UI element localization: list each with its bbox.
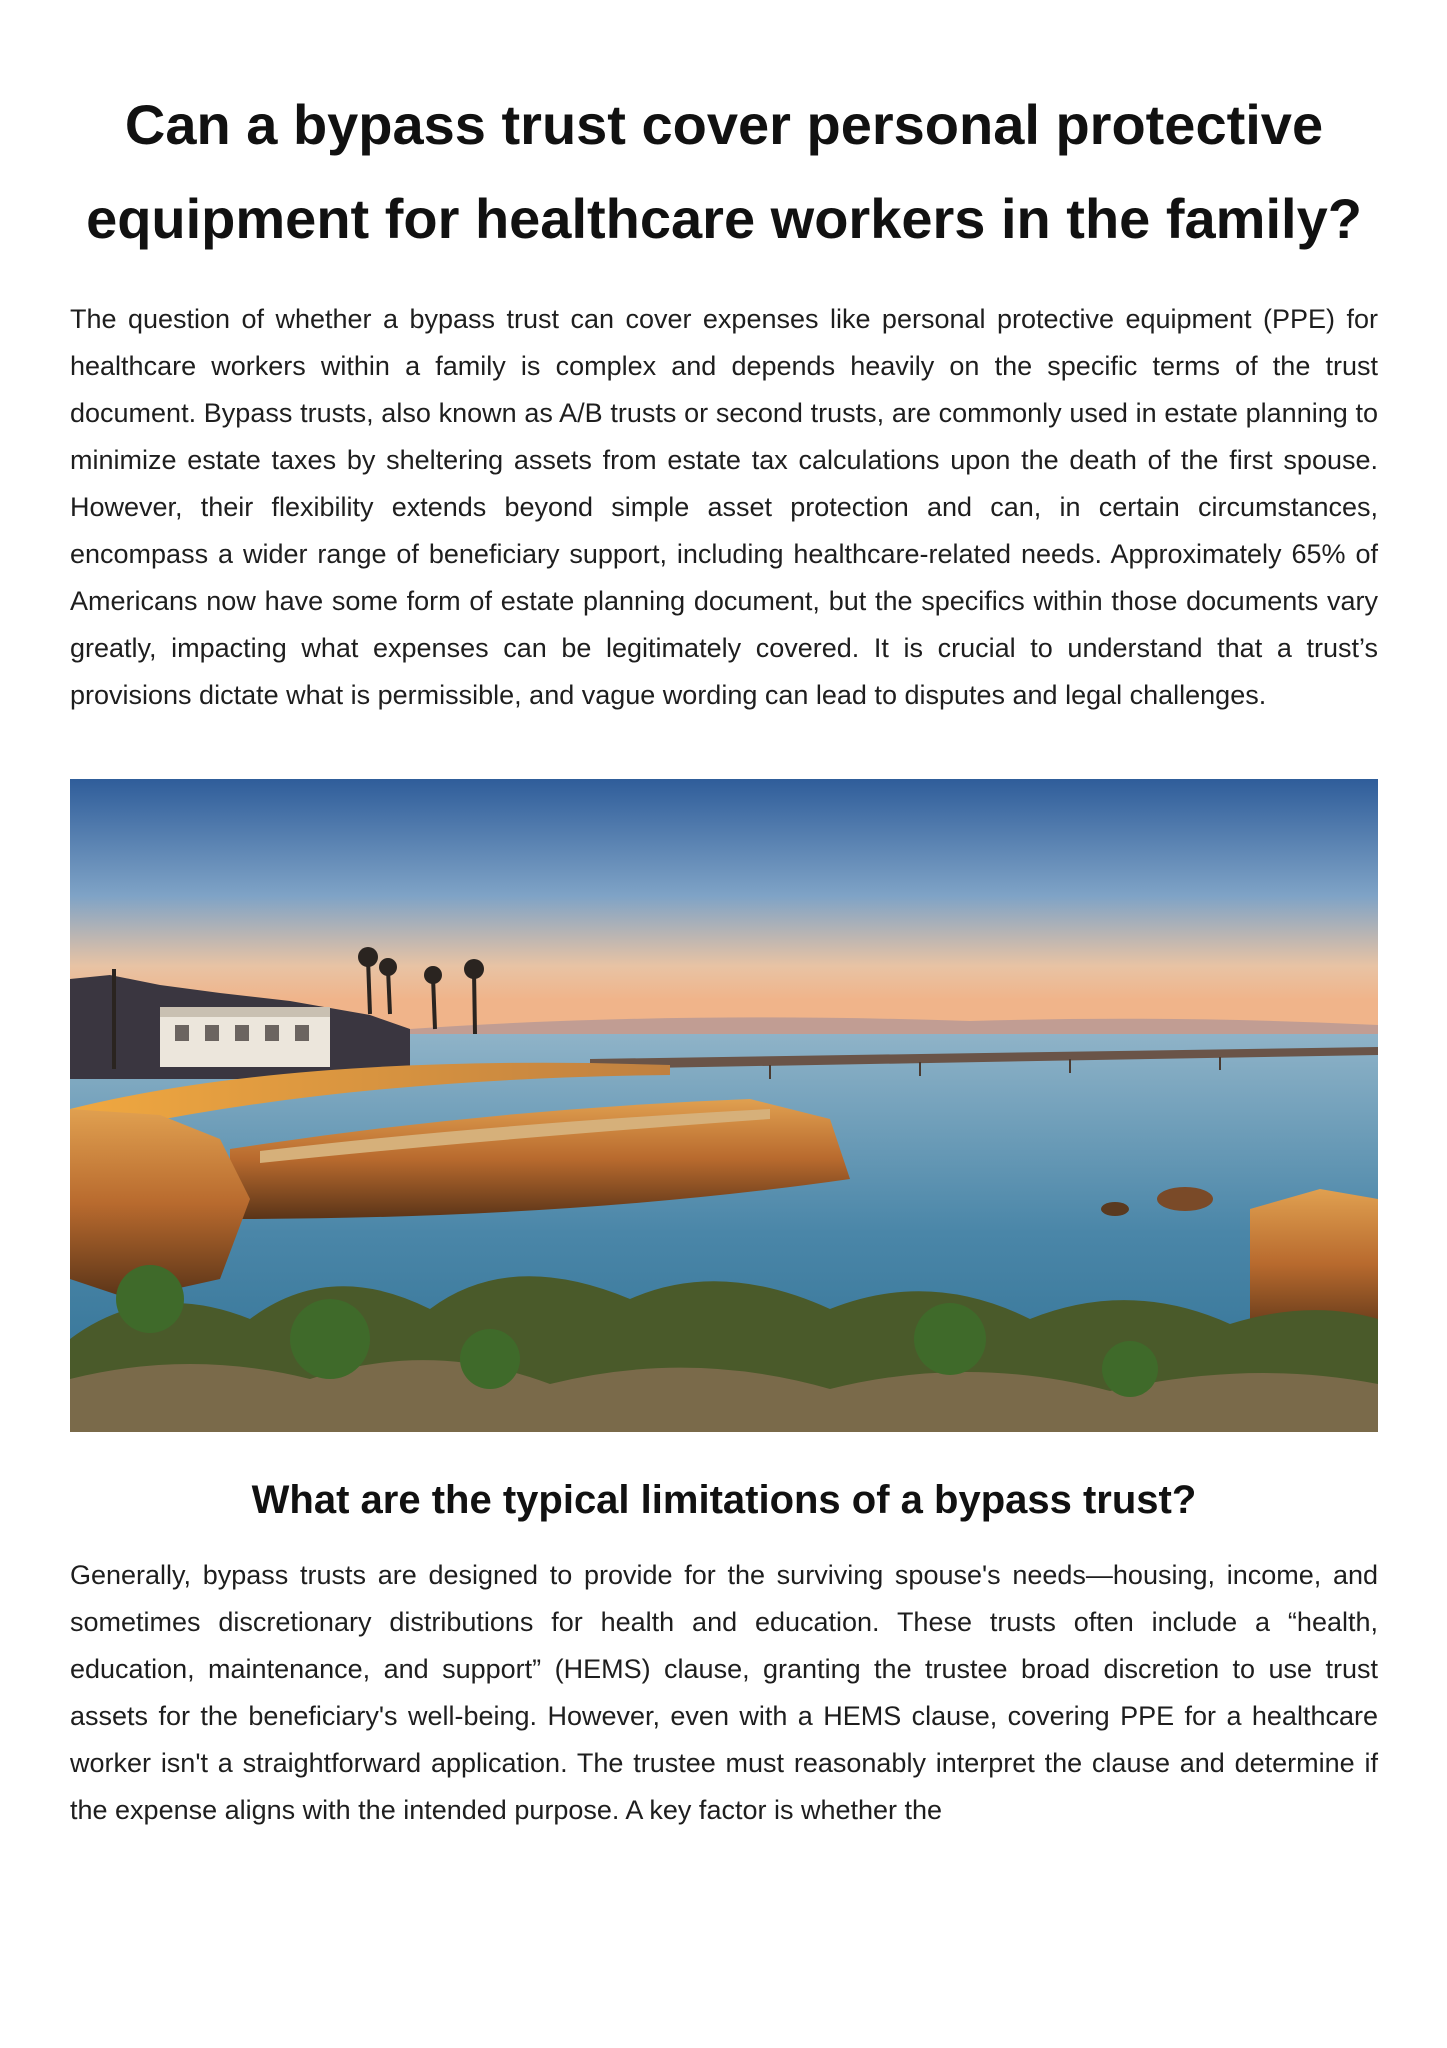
coastline-photo: [70, 779, 1378, 1432]
article-page: [70, 0, 1378, 1834]
section-paragraph: Generally, bypass trusts are designed to provide for the surviving spouse's needs—housing, income, and sometimes discretionary distributions for health and education. These trusts often include a “health, education, maintenance, and support” (HEMS) clause, granting the trustee broad discretion to use trust assets for the beneficiary's well-being. However, even with a HEMS clause, covering PPE for a healthcare worker isn't a straightforward application. The trustee must reasonably interpret the clause and determine if the expense aligns with the intended purpose. A key factor is whether the: [70, 1560, 1378, 1825]
page-title: Can a bypass trust cover personal protective equipment for healthcare workers in the family?: [86, 93, 1362, 250]
section-heading: What are the typical limitations of a bypass trust?: [251, 1478, 1197, 1522]
intro-paragraph: The question of whether a bypass trust can cover expenses like personal protective equipment (PPE) for healthcare workers within a family is complex and depends heavily on the specific terms of the trust document. Bypass trusts, also known as A/B trusts or second trusts, are commonly used in estate planning to minimize estate taxes by sheltering assets from estate tax calculations upon the death of the first spouse. However, their flexibility extends beyond simple asset protection and can, in certain circumstances, encompass a wider range of beneficiary support, including healthcare-related needs. Approximately 65% of Americans now have some form of estate planning document, but the specifics within those documents vary greatly, impacting what expenses can be legitimately covered. It is crucial to understand that a trust’s provisions dictate what is permissible, and vague wording can lead to disputes and legal challenges.: [70, 304, 1378, 710]
